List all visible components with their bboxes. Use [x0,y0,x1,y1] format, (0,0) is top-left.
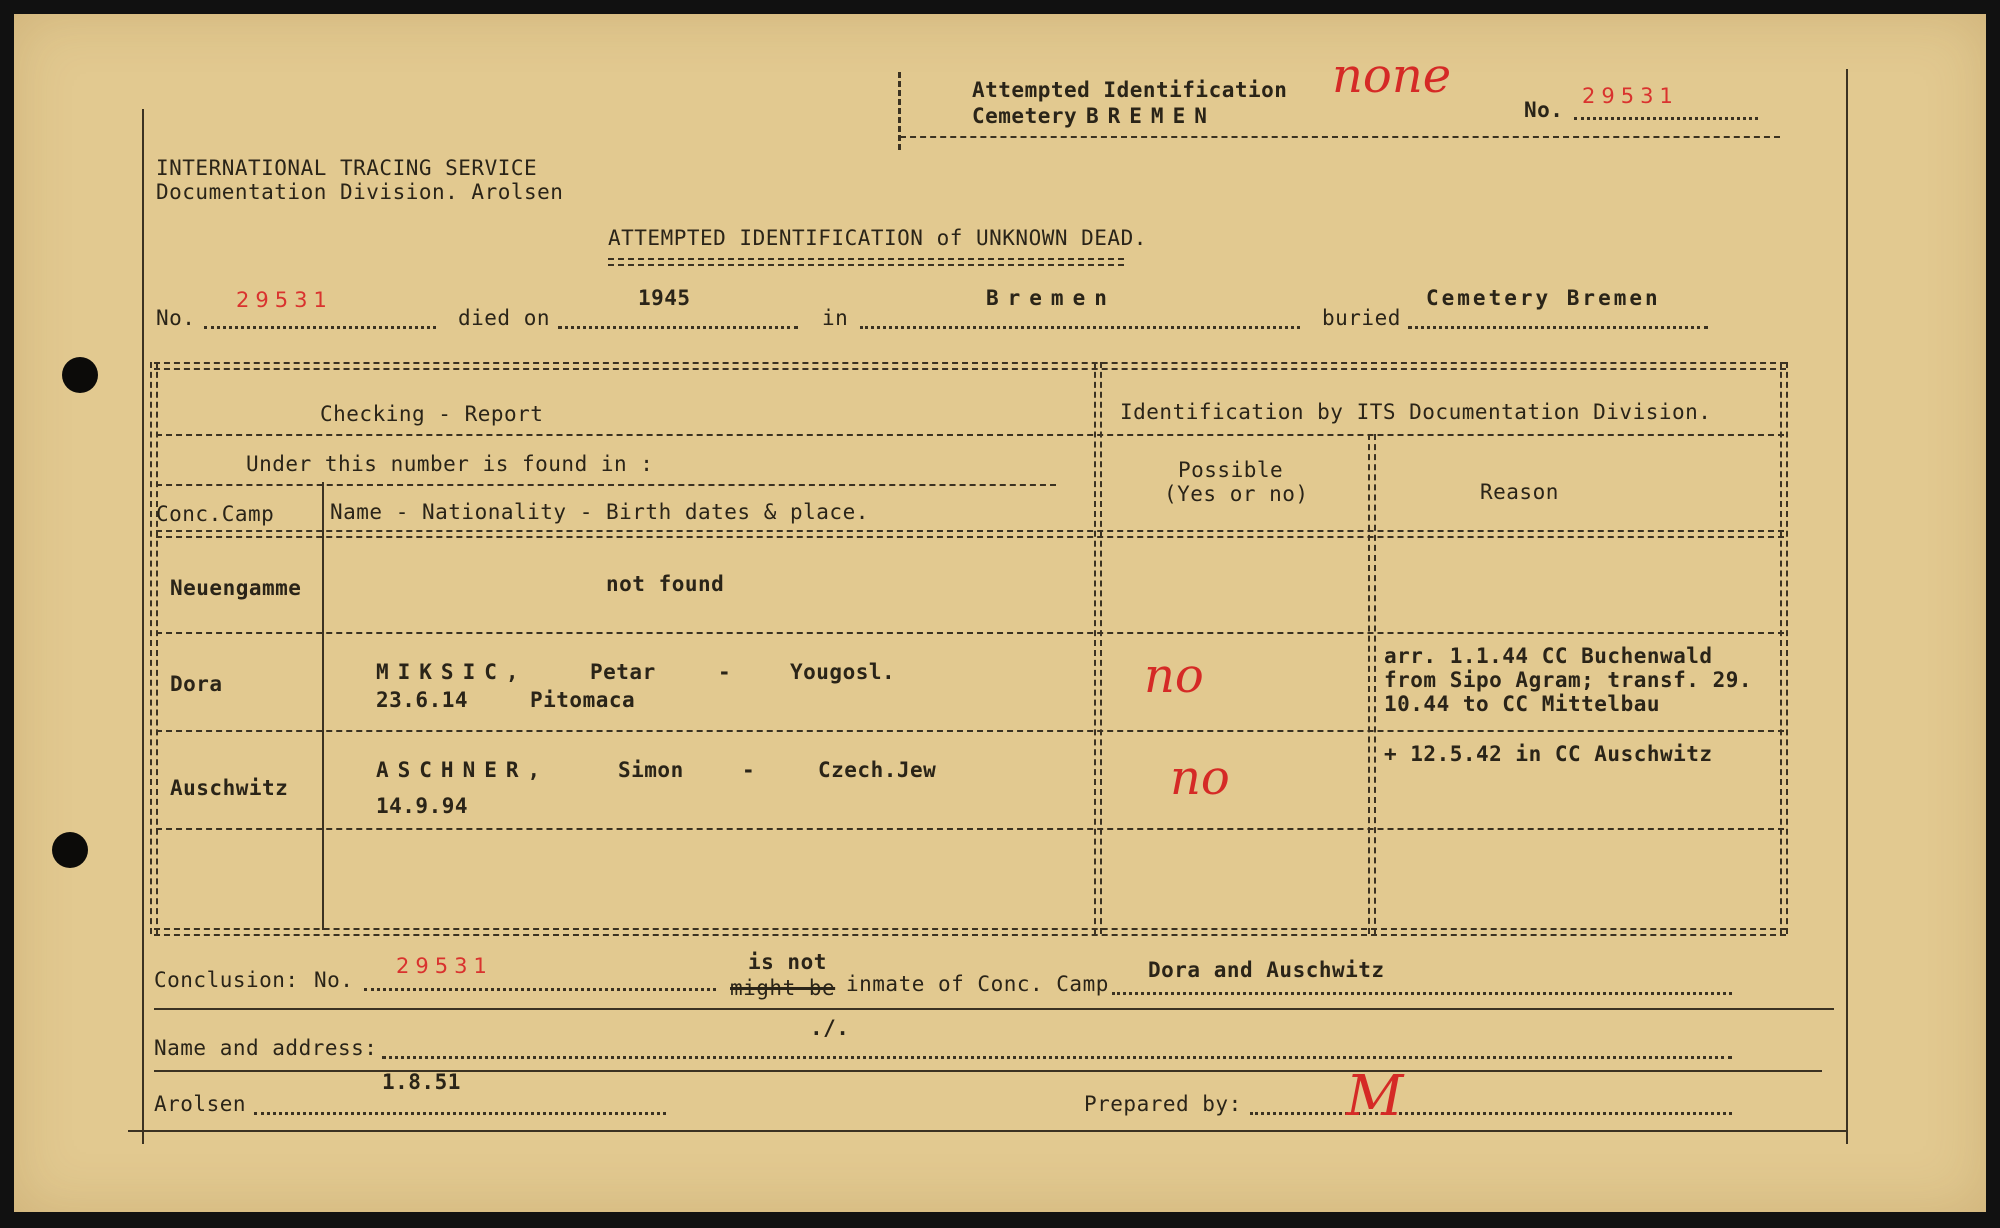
table-right-border [1780,362,1788,934]
record-in-value: Bremen [986,286,1116,310]
header-box-border [898,72,901,150]
org-line1: INTERNATIONAL TRACING SERVICE [156,156,538,180]
table-rule-row1 [156,632,1784,634]
row3-possible: no [1170,750,1230,806]
punch-hole-bottom [52,832,88,868]
card-border-bottom [128,1130,1848,1132]
conclusion-rule [154,1008,1834,1010]
checking-report-header: Checking - Report [320,402,544,426]
conclusion-label: Conclusion: [154,968,299,992]
row2-reason-3: 10.44 to CC Mittelbau [1384,692,1661,716]
record-no-label: No. [156,306,196,330]
card-border-left [142,109,144,1144]
record-buried-label: buried [1322,306,1401,330]
name-address-value: ./. [810,1016,850,1040]
row3-reason-1: + 12.5.42 in CC Auschwitz [1384,742,1713,766]
table-rule-header [156,434,1784,436]
table-rule-columns [156,530,1784,538]
record-died-label: died on [458,306,551,330]
table-rule-found [156,484,1056,486]
card-border-right [1846,69,1848,1144]
name-address-label: Name and address: [154,1036,378,1060]
conclusion-no-dots [364,988,716,991]
column-camp-header: Conc.Camp [156,502,275,526]
conclusion-no-value: 29531 [396,954,493,978]
header-title-line1: Attempted Identification [972,78,1288,102]
name-address-dots [382,1056,1732,1059]
header-no-dots [1574,117,1758,120]
row2-dash: - [718,660,732,684]
title-underline [608,258,1124,266]
row3-nationality: Czech.Jew [818,758,937,782]
table-left-border [150,362,158,934]
footer-prepared-label: Prepared by: [1084,1092,1242,1116]
index-card [14,14,1986,1212]
org-line2: Documentation Division. Arolsen [156,180,564,204]
footer-place-label: Arolsen [154,1092,247,1116]
row2-reason-1: arr. 1.1.44 CC Buchenwald [1384,644,1713,668]
footer-date-value: 1.8.51 [382,1070,461,1094]
conclusion-camp-dots [1112,992,1732,995]
row2-given: Petar [590,660,656,684]
table-rule-row2 [156,730,1784,732]
header-cemetery-name: BREMEN [1086,104,1216,128]
row3-birth: 14.9.94 [376,794,469,818]
footer-prepared-dots [1250,1112,1732,1115]
document-title: ATTEMPTED IDENTIFICATION of UNKNOWN DEAD. [608,226,1147,250]
row3-surname: ASCHNER, [376,758,550,782]
record-died-value: 1945 [638,286,691,310]
record-buried-dots [1408,326,1708,329]
row2-nationality: Yougosl. [790,660,896,684]
header-no-label: No. [1524,98,1564,122]
row1-camp: Neuengamme [170,576,302,600]
row2-surname: MIKSIC, [376,660,528,684]
found-in-header: Under this number is found in : [246,452,654,476]
row3-given: Simon [618,758,684,782]
punch-hole-top [62,357,98,393]
row2-possible: no [1144,648,1204,704]
conclusion-no-label: No. [314,968,354,992]
conclusion-struck: might be [730,976,836,1000]
column-reason-header: Reason [1480,480,1559,504]
record-died-dots [558,326,798,329]
row2-camp: Dora [170,672,223,696]
record-no-dots [204,326,436,329]
record-buried-value: Cemetery Bremen [1426,286,1661,310]
table-camp-divider [322,482,324,930]
column-name-header: Name - Nationality - Birth dates & place. [330,500,869,524]
record-in-dots [860,326,1300,329]
row3-dash: - [742,758,756,782]
record-no-value: 29531 [236,288,333,312]
conclusion-text: inmate of Conc. Camp [846,972,1109,996]
row2-birth: 23.6.14 [376,688,469,712]
conclusion-insert: is not [748,950,827,974]
table-middle-divider [1094,362,1102,934]
table-rule-row3 [156,828,1784,830]
row3-camp: Auschwitz [170,776,289,800]
record-in-label: in [822,306,849,330]
header-box-bottom [900,136,1780,138]
footer-initial-signature: M [1346,1064,1404,1129]
row2-place: Pitomaca [530,688,636,712]
header-annotation: none [1332,48,1452,104]
table-reason-divider [1368,434,1376,934]
table-bottom-border [154,928,1786,936]
table-top-border [154,362,1786,370]
identification-header: Identification by ITS Documentation Division. [1120,400,1712,424]
column-possible-header-1: Possible [1178,458,1284,482]
column-possible-header-2: (Yes or no) [1164,482,1309,506]
row2-reason-2: from Sipo Agram; transf. 29. [1384,668,1753,692]
conclusion-camp-value: Dora and Auschwitz [1148,958,1385,982]
header-no-value: 29531 [1582,84,1679,108]
row1-name: not found [606,572,725,596]
header-title-line2: Cemetery [972,104,1078,128]
footer-date-dots [254,1112,666,1115]
